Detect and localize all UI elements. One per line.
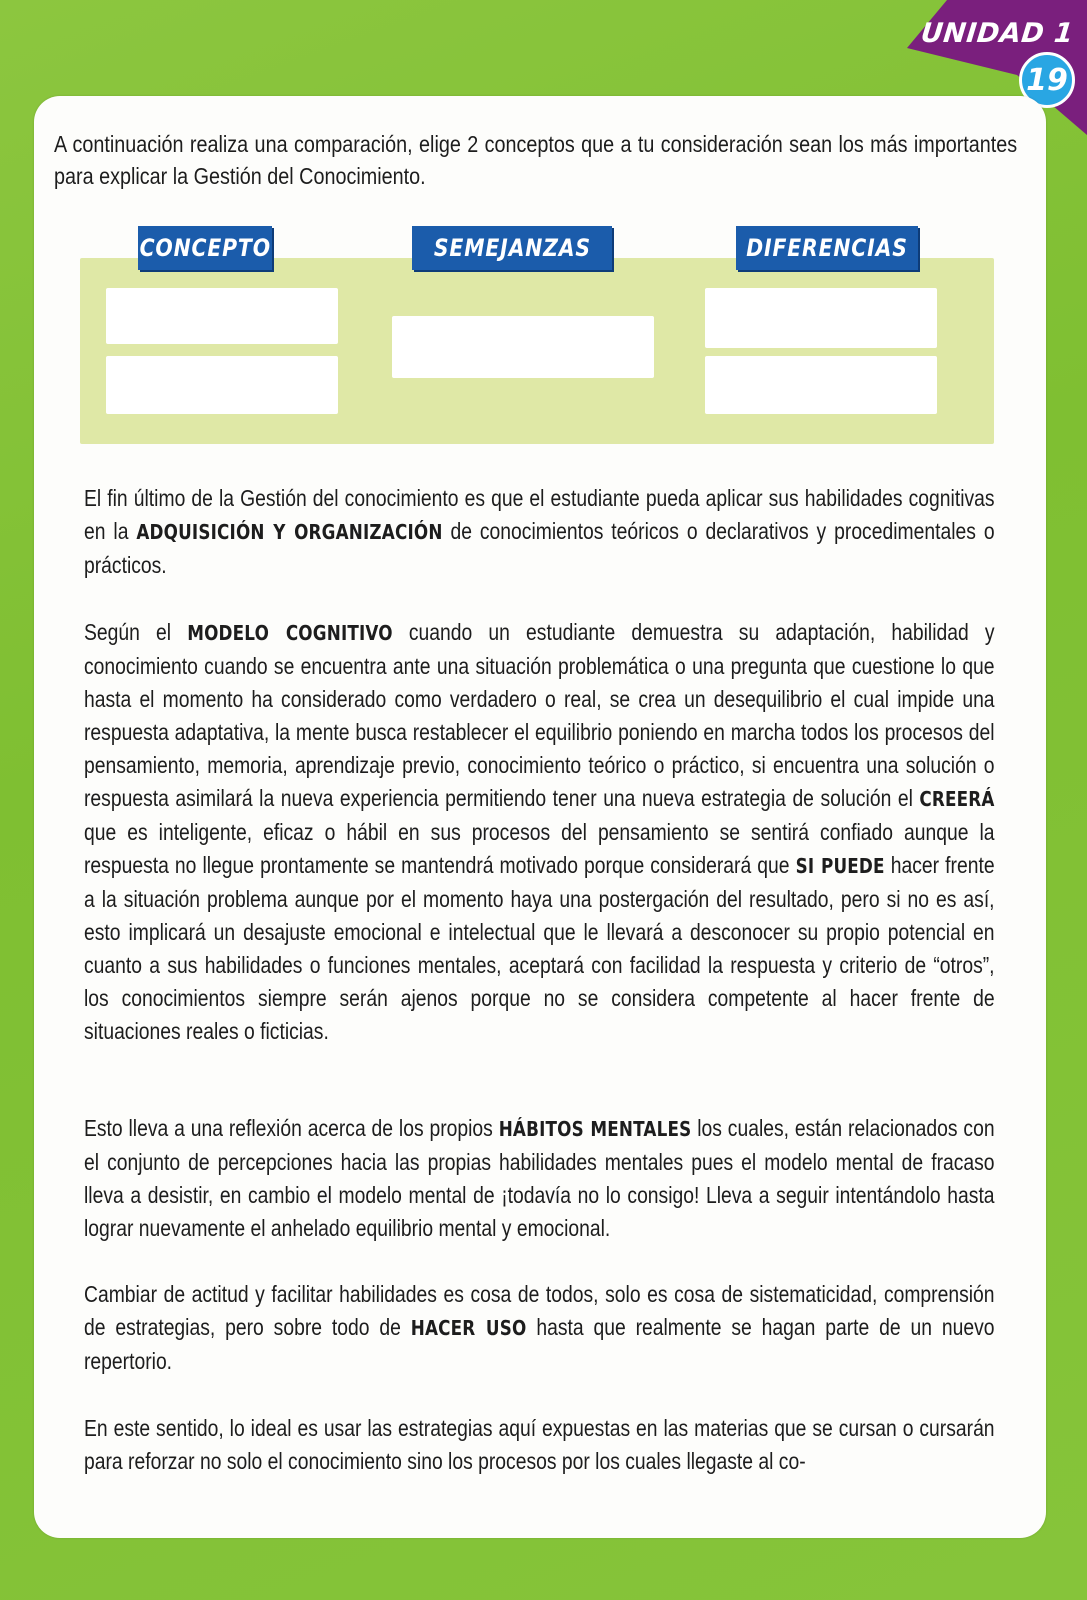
bold-hacer-uso: HACER USO: [410, 1316, 527, 1340]
header-semejanzas: SEMEJANZAS: [412, 226, 612, 270]
bold-si-puede: SI PUEDE: [795, 854, 885, 878]
header-diferencias: DIFERENCIAS: [736, 226, 918, 270]
header-concepto: CONCEPTO: [138, 226, 272, 270]
paragraph-5: En este sentido, lo ideal es usar las estrategias aquí expuestas en las materias que se cursan o cursarán para reforzar no solo el conocimiento sino los procesos por los cuales llegaste al co-: [84, 1415, 995, 1474]
differences-cell-1[interactable]: [705, 288, 937, 348]
bold-habitos-mentales: HÁBITOS MENTALES: [498, 1117, 692, 1141]
paragraph-3: Esto lleva a una reflexión acerca de los propios HÁBITOS MENTALES los cuales, están relacionados con el conjunto de percepciones hacia las propias habilidades mentales pues el modelo mental de fracaso lleva a desistir, en cambio el modelo mental de ¡todavía no lo consigo! Lleva a seguir intentándolo hasta lograr nuevamente el anhelado equilibrio mental y emocional.: [84, 1115, 995, 1241]
intro-instructions: A continuación realiza una comparación, elige 2 conceptos que a tu consideración sean los más importantes para explicar la Gestión del Conocimiento.: [54, 131, 1018, 189]
paragraph-2: Según el MODELO COGNITIVO cuando un estudiante demuestra su adaptación, habilidad y conocimiento cuando se encuentra ante una situación problemática o una pregunta que cuestione lo que hasta el momento ha considerado como verdadero o real, se crea un desequilibrio el cual impide una respuesta adaptativa, la mente busca restablecer el equilibrio poniendo en marcha todos los procesos del pensamiento, memoria, aprendizaje previo, conocimiento teórico o práctico, si encuentra una solución o respuesta asimilará la nueva experiencia permitiendo tener una nueva estrategia de solución el CREERÁ que es inteligente, eficaz o hábil en sus procesos del pensamiento se sentirá confiado aunque la respuesta no llegue prontamente se mantendrá motivado porque considerará que SI PUEDE hacer frente a la situación problema aunque por el momento haya una postergación del resultado, pero si no es así, esto implicará un desajuste emocional e intelectual que le llevará a desconocer su propio potencial en cuanto a sus habilidades o funciones mentales, aceptará con facilidad la respuesta y criterio de “otros”, los conocimientos siempre serán ajenos porque no se considera competente al hacer frente de situaciones reales o ficticias.: [84, 619, 995, 1044]
bold-modelo-cognitivo: MODELO COGNITIVO: [187, 621, 393, 645]
paragraph-4: Cambiar de actitud y facilitar habilidades es cosa de todos, solo es cosa de sistematicidad, comprensión de estrategias, pero sobre todo de HACER USO hasta que realmente se hagan parte de un nuevo repertorio.: [84, 1281, 995, 1374]
concept-cell-1[interactable]: [106, 288, 338, 344]
similarities-cell[interactable]: [392, 316, 654, 378]
bold-creera: CREERÁ: [919, 787, 995, 811]
page-number-badge: 19: [1019, 52, 1075, 108]
differences-cell-2[interactable]: [705, 356, 937, 414]
bold-adquisicion: ADQUISICIÓN Y ORGANIZACIÓN: [136, 520, 443, 544]
concept-cell-2[interactable]: [106, 356, 338, 414]
paragraph-1: El fin último de la Gestión del conocimiento es que el estudiante pueda aplicar sus habilidades cognitivas en la ADQUISICIÓN Y ORGANIZACIÓN de conocimientos teóricos o declarativos y procedimentales o prácticos.: [84, 485, 995, 578]
unit-label: UNIDAD 1: [918, 18, 1075, 49]
